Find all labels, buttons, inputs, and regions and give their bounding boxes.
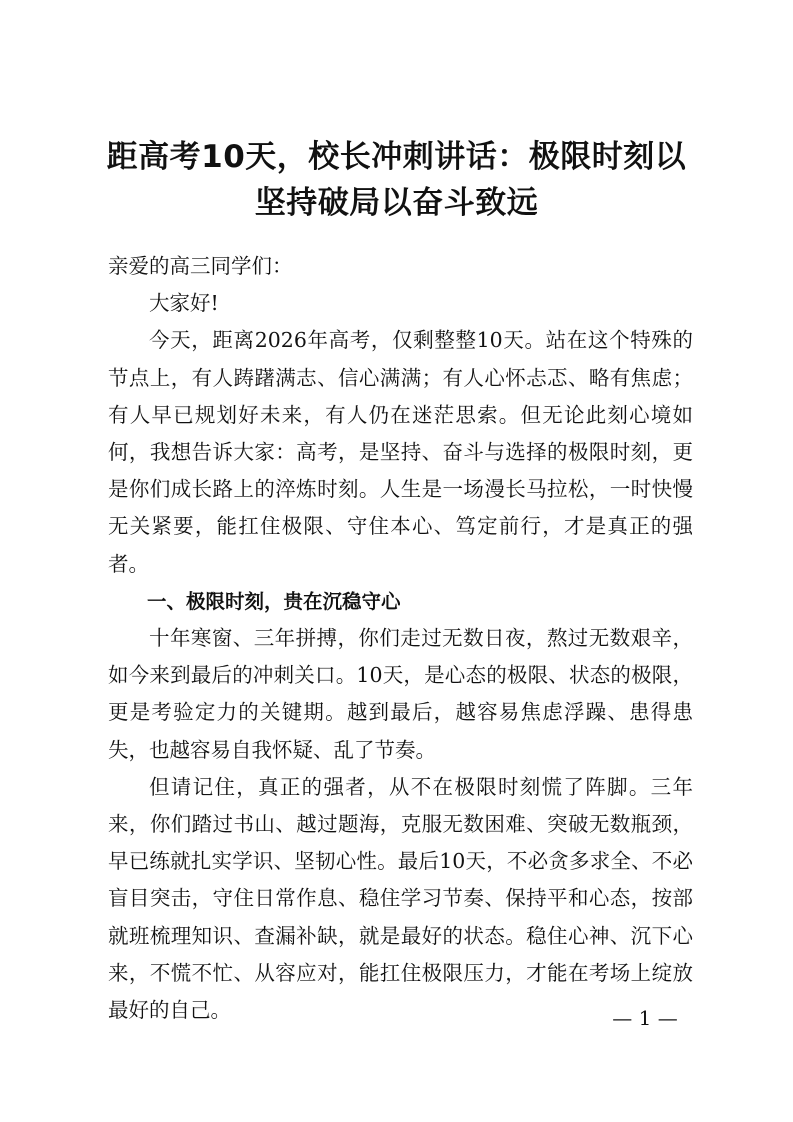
page-number: — 1 — <box>612 1006 678 1030</box>
greeting: 大家好! <box>149 291 219 316</box>
paragraph-section1-a: 十年寒窗、三年拼搏，你们走过无数日夜，熬过无数艰辛，如今来到最后的冲刺关口。10天，是心态的极限、状态的极限，更是考验定力的关键期。越到最后，越容易焦虑浮躁、患得患失，也越容易自我怀疑、乱了节奏。 <box>108 626 693 762</box>
salutation: 亲爱的高三同学们： <box>108 254 293 278</box>
document-title <box>96 134 697 226</box>
title-line-1: 距高考10天，校长冲刺讲话：极限时刻以 <box>106 139 687 175</box>
document-body <box>108 248 693 1029</box>
paragraph-section1-b: 但请记住，真正的强者，从不在极限时刻慌了阵脚。三年来，你们踏过书山、越过题海，克服无数困难、突破无数瓶颈，早已练就扎实学识、坚韧心性。最后10天，不必贪多求全、不必盲目突击，守住日常作息、稳住学习节奏、保持平和心态，按部就班梳理知识、查漏补缺，就是最好的状态。稳住心神、沉下心来，不慌不忙、从容应对，能扛住极限压力，才能在考场上绽放最好的自己。 <box>108 774 693 1023</box>
paragraph-intro: 今天，距离2026年高考，仅剩整整10天。站在这个特殊的节点上，有人踌躇满志、信心满满；有人心怀忐忑、略有焦虑；有人早已规划好未来，有人仍在迷茫思索。但无论此刻心境如何，我想告诉大家：高考，是坚持、奋斗与选择的极限时刻，更是你们成长路上的淬炼时刻。人生是一场漫长马拉松，一时快慢无关紧要，能扛住极限、守住本心、笃定前行，才是真正的强者。 <box>108 328 693 576</box>
section-heading-1: 一、极限时刻，贵在沉稳守心 <box>147 589 401 613</box>
title-line-2: 坚持破局以奋斗致远 <box>254 185 539 221</box>
